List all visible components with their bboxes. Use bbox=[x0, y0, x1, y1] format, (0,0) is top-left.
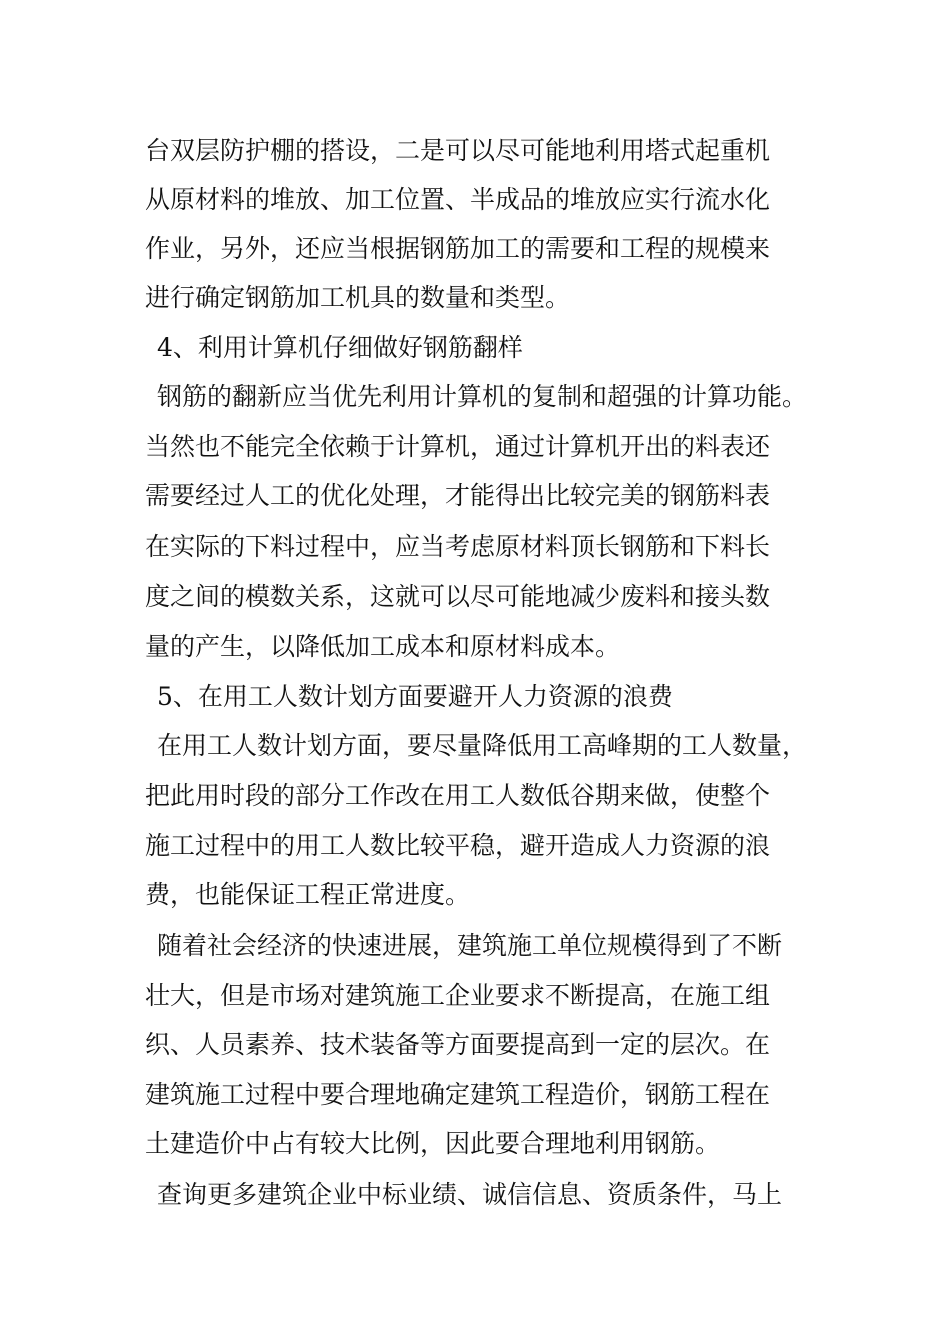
text-line: 度之间的模数关系，这就可以尽可能地减少废料和接头数 bbox=[145, 582, 771, 611]
text-line: 织、人员素养、技术装备等方面要提高到一定的层次。在 bbox=[145, 1030, 771, 1059]
text-line: 查询更多建筑企业中标业绩、诚信信息、资质条件，马上 bbox=[157, 1180, 783, 1209]
text-line: 量的产生，以降低加工成本和原材料成本。 bbox=[145, 632, 621, 661]
text-line: 需要经过人工的优化处理，才能得出比较完美的钢筋料表 bbox=[145, 481, 771, 510]
text-line: 建筑施工过程中要合理地确定建筑工程造价，钢筋工程在 bbox=[145, 1080, 771, 1109]
text-line: 土建造价中占有较大比例，因此要合理地利用钢筋。 bbox=[145, 1129, 721, 1158]
text-line: 当然也不能完全依赖于计算机，通过计算机开出的料表还 bbox=[145, 432, 771, 461]
section-heading: 4、利用计算机仔细做好钢筋翻样 bbox=[157, 333, 523, 362]
section-heading: 5、在用工人数计划方面要避开人力资源的浪费 bbox=[157, 682, 673, 711]
text-line: 进行确定钢筋加工机具的数量和类型。 bbox=[145, 283, 571, 312]
text-line: 钢筋的翻新应当优先利用计算机的复制和超强的计算功能。 bbox=[157, 382, 808, 411]
text-line: 台双层防护棚的搭设，二是可以尽可能地利用塔式起重机 bbox=[145, 136, 771, 165]
text-line: 在实际的下料过程中，应当考虑原材料顶长钢筋和下料长 bbox=[145, 532, 771, 561]
text-line: 把此用时段的部分工作改在用工人数低谷期来做，使整个 bbox=[145, 781, 771, 810]
text-line: 在用工人数计划方面，要尽量降低用工高峰期的工人数量， bbox=[157, 731, 808, 760]
text-line: 施工过程中的用工人数比较平稳，避开造成人力资源的浪 bbox=[145, 831, 771, 860]
text-line: 壮大，但是市场对建筑施工企业要求不断提高，在施工组 bbox=[145, 981, 771, 1010]
text-line: 作业，另外，还应当根据钢筋加工的需要和工程的规模来 bbox=[145, 234, 771, 263]
text-line: 随着社会经济的快速进展，建筑施工单位规模得到了不断 bbox=[157, 931, 783, 960]
text-line: 从原材料的堆放、加工位置、半成品的堆放应实行流水化 bbox=[145, 185, 771, 214]
text-line: 费，也能保证工程正常进度。 bbox=[145, 880, 471, 909]
